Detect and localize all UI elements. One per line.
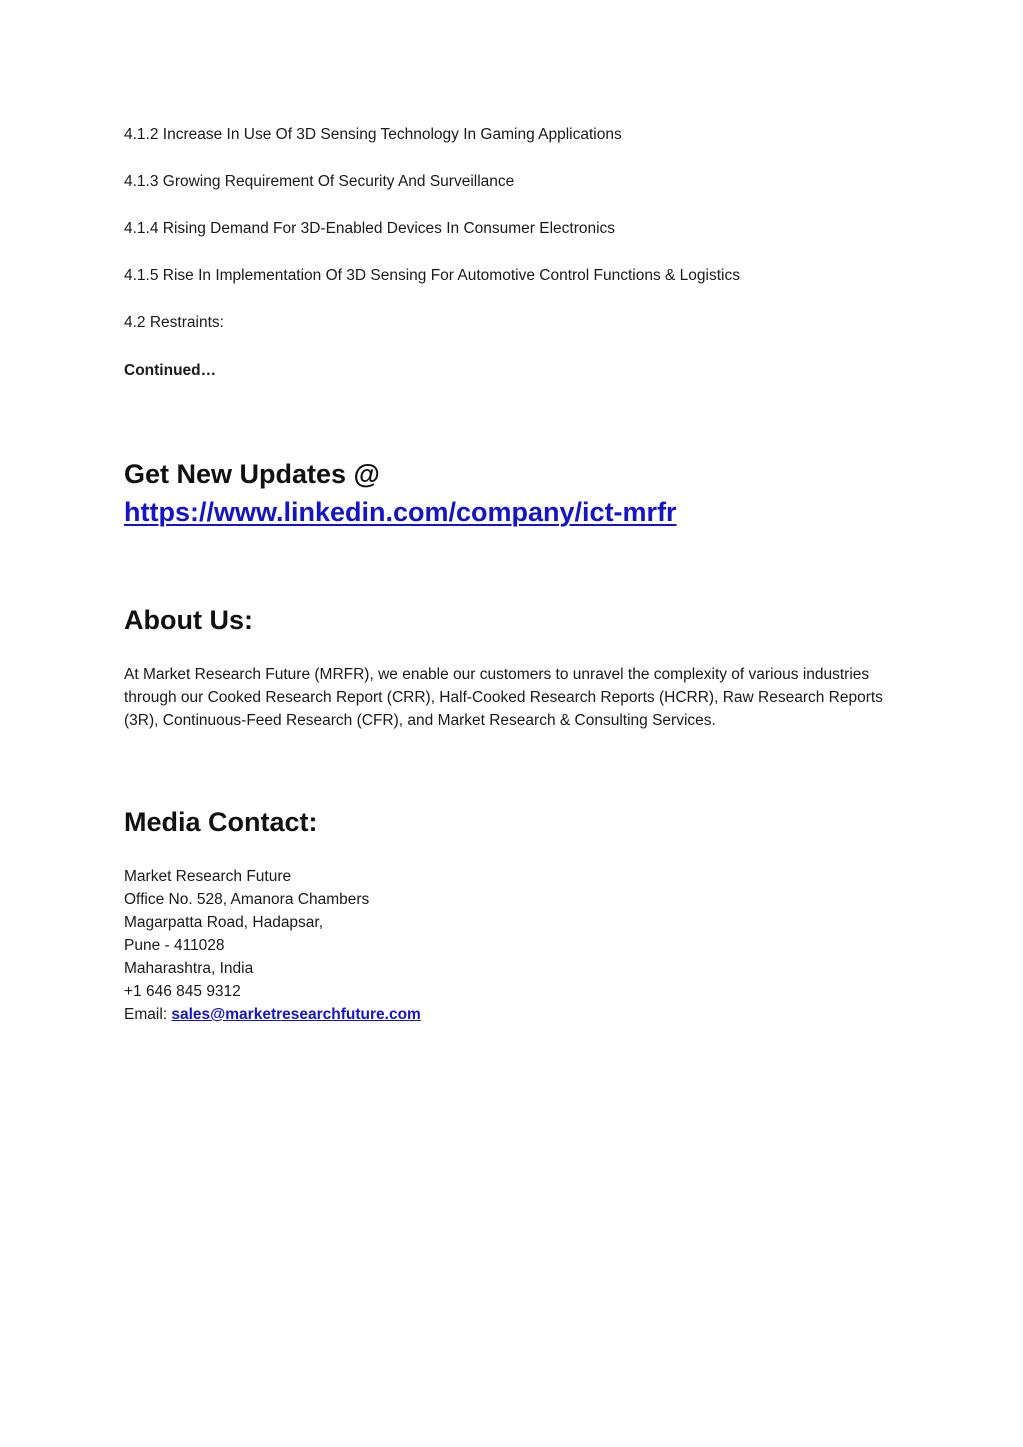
continued-label: Continued… (124, 362, 217, 379)
about-heading: About Us: (124, 605, 253, 635)
contact-state: Maharashtra, India (124, 960, 254, 977)
contact-email-line (124, 1003, 421, 1026)
toc-item-4-1-5: 4.1.5 Rise In Implementation Of 3D Sensing For Automotive Control Functions & Logistics (124, 267, 740, 284)
contact-road: Magarpatta Road, Hadapsar, (124, 914, 324, 931)
contact-city: Pune - 411028 (124, 937, 225, 954)
toc-item-4-2: 4.2 Restraints: (124, 314, 224, 331)
updates-prefix: Get New Updates @ (124, 459, 380, 489)
toc-item-4-1-2: 4.1.2 Increase In Use Of 3D Sensing Technology In Gaming Applications (124, 126, 622, 143)
about-paragraph: At Market Research Future (MRFR), we enable our customers to unravel the complexity of various industries through our Cooked Research Report (CRR), Half-Cooked Research Reports (HCRR), Raw Research Reports (3R), Continuous-Feed Research (CFR), and Market Research & Consulting Services. (124, 666, 883, 729)
email-link[interactable]: sales@marketresearchfuture.com (171, 1006, 421, 1023)
toc-item-4-1-4: 4.1.4 Rising Demand For 3D-Enabled Devices In Consumer Electronics (124, 220, 616, 237)
toc-item-4-1-3: 4.1.3 Growing Requirement Of Security And Surveillance (124, 173, 515, 190)
contact-company: Market Research Future (124, 868, 292, 885)
contact-office: Office No. 528, Amanora Chambers (124, 891, 370, 908)
contact-phone: +1 646 845 9312 (124, 983, 241, 1000)
media-contact-heading: Media Contact: (124, 807, 318, 837)
email-label: Email: (124, 1006, 172, 1023)
linkedin-link[interactable]: https://www.linkedin.com/company/ict-mrfr (124, 497, 677, 527)
contact-block (124, 865, 421, 1026)
updates-heading (124, 455, 677, 531)
